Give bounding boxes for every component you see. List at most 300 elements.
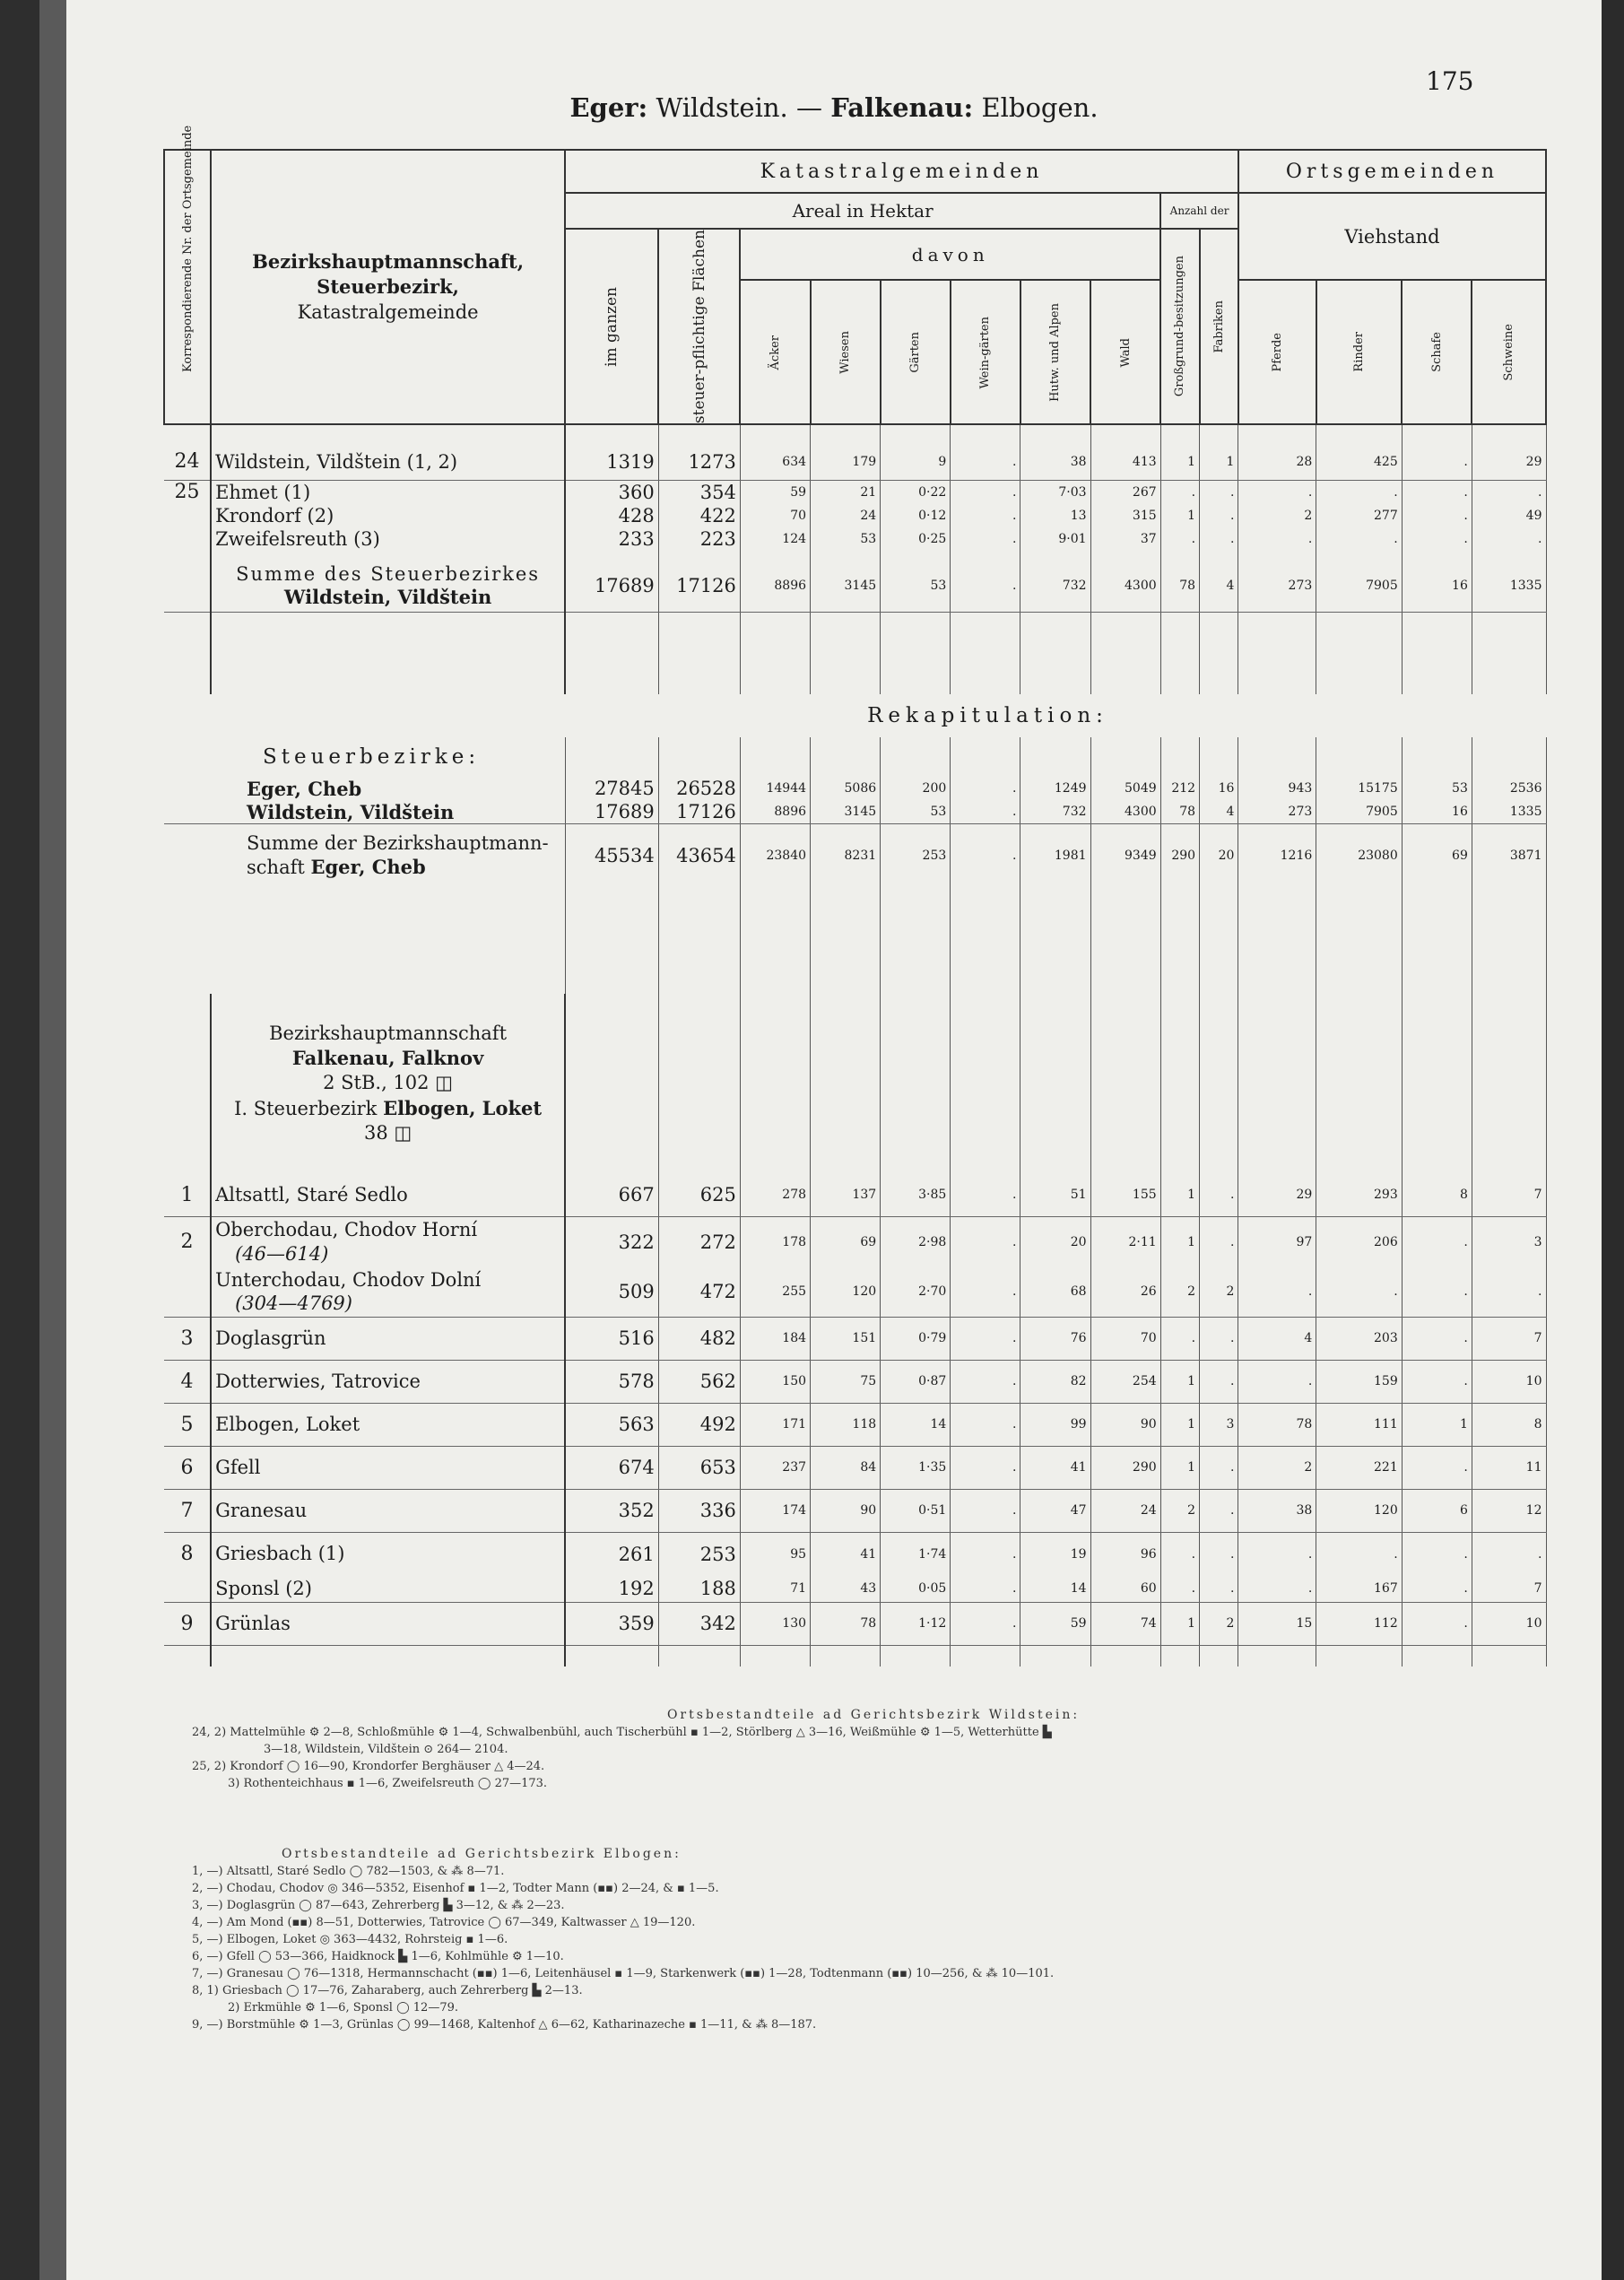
value-cell: 53: [881, 800, 951, 823]
title-part4: Elbogen.: [981, 92, 1099, 123]
empty-cell: [1090, 737, 1160, 777]
value-cell: 43: [811, 1575, 881, 1602]
value-cell: 200: [881, 777, 951, 800]
rekap-row-name: Eger, Cheb: [247, 777, 362, 800]
value-cell: 188: [658, 1575, 740, 1602]
row-number: 24: [164, 444, 211, 480]
value-cell: 41: [1020, 1446, 1090, 1489]
value-cell: .: [951, 444, 1020, 480]
empty-cell: [1090, 994, 1160, 1173]
value-cell: 28: [1238, 444, 1316, 480]
value-cell: 2: [1238, 504, 1316, 527]
row-name: [211, 444, 565, 480]
value-cell: 171: [740, 1403, 810, 1446]
row-name: [211, 612, 565, 694]
value-cell: 3·85: [881, 1173, 951, 1216]
empty-cell: [811, 737, 881, 777]
value-cell: 1: [1200, 444, 1238, 480]
empty-cell: [1160, 1645, 1199, 1666]
empty-cell: [1238, 424, 1316, 444]
value-cell: 1335: [1472, 800, 1546, 823]
value-cell: 53: [1402, 777, 1472, 800]
title-part2: Wildstein. —: [656, 92, 822, 123]
empty-cell: [565, 551, 658, 560]
value-cell: 118: [811, 1403, 881, 1446]
value-cell: 151: [811, 1317, 881, 1360]
value-cell: 2: [1200, 1266, 1238, 1317]
value-cell: .: [1200, 1173, 1238, 1216]
value-cell: .: [951, 1489, 1020, 1532]
value-cell: .: [1200, 1317, 1238, 1360]
value-cell: 237: [740, 1446, 810, 1489]
row-number: [164, 560, 211, 612]
notes-elbogen: Ortsbestandteile ad Gerichtsbezirk Elbogen: 1, —) Altsattl, Staré Sedlo ◯ 782—1503, & ⁂ 8—71. 2, —) Chodau, Chodov ◎ 346—5352, Eisenhof ▪ 1—2, Todter Mann (▪▪) 2—24, & ▪ 1—5. 3, —) Doglasgrün ◯ 87—643, Zehrerberg ▙ 3—12, & ⁂ 2—23. 4, —) Am Mond (▪▪) 8—51, Dotterwies, Tatrovice ◯ 67—349, Kaltwasser △ 19—120. 5, —) Elbogen, Loket ◎ 363—4432, Rohrsteig ▪ 1—6. 6, —) Gfell ◯ 53—366, Haidknock ▙ 1—6, Kohlmühle ⚙ 1—10. 7, —) Granesau ◯ 76—1318, Hermannschacht (▪▪) 1—6, Leitenhäusel ▪ 1—9, Starkenwerk (▪▪) 1—28, Todtenmann (▪▪) 10—256, & ⁂ 10—101. 8, 1) Griesbach ◯ 17—76, Zaharaberg, auch Zehrerberg ▙ 2—13. 2) Erkmühle ⚙ 1—6, Sponsl ◯ 12—79. 9, —) Borstmühle ⚙ 1—3, Grünlas ◯ 99—1468, Kaltenhof △ 6—62, Katharinazeche ▪ 1—11, & ⁂ 8—187.: [192, 1847, 1055, 2032]
empty-cell: [1020, 612, 1090, 694]
value-cell: 277: [1316, 504, 1402, 527]
value-cell: .: [1238, 480, 1316, 504]
header-nr: Korrespondierende Nr. der Ortsgemeinde: [164, 150, 211, 424]
value-cell: .: [951, 527, 1020, 551]
header-katastral: Katastralgemeinden: [565, 150, 1238, 193]
value-cell: .: [951, 777, 1020, 800]
row-name: Dotterwies, Tatrovice: [211, 1360, 565, 1403]
row-number: 4: [164, 1360, 211, 1403]
value-cell: 15175: [1316, 777, 1402, 800]
empty-cell: [1402, 551, 1472, 560]
header-fabriken: Fabriken: [1200, 229, 1238, 424]
value-cell: .: [1200, 1216, 1238, 1266]
value-cell: .: [1200, 504, 1238, 527]
empty-cell: [1090, 612, 1160, 694]
value-cell: 112: [1316, 1602, 1402, 1645]
empty-cell: [740, 612, 810, 694]
notes-wildstein: Ortsbestandteile ad Gerichtsbezirk Wildstein: 24, 2) Mattelmühle ⚙ 2—8, Schloßmühle ⚙ 1—4, Schwalbenbühl, auch Tischerbühl ▪ 1—2, Störlberg △ 3—16, Weißmühle ⚙ 1—5, Wetterhütte ▙ 3—18, Wildstein, Vildštein ⊙ 264— 2104. 25, 2) Krondorf ◯ 16—90, Krondorfer Berghäuser △ 4—24. 3) Rothenteichhaus ▪ 1—6, Zweifelsreuth ◯ 27—173.: [192, 1708, 1081, 1790]
empty-cell: [1200, 424, 1238, 444]
row-number: [164, 551, 211, 560]
header-anzahl: Anzahl der: [1160, 193, 1238, 229]
rekap-row-name: Wildstein, Vildštein: [164, 800, 565, 823]
value-cell: 254: [1090, 1360, 1160, 1403]
empty-cell: [1402, 612, 1472, 694]
value-cell: 16: [1402, 560, 1472, 612]
value-cell: 9: [881, 444, 951, 480]
empty-cell: [1316, 551, 1402, 560]
header-im-ganzen: im ganzen: [565, 229, 658, 424]
value-cell: 3145: [811, 560, 881, 612]
row-number: [164, 1645, 211, 1666]
value-cell: 2: [1238, 1446, 1316, 1489]
value-cell: 3871: [1472, 823, 1546, 886]
value-cell: 0·22: [881, 480, 951, 504]
value-cell: 130: [740, 1602, 810, 1645]
empty-cell: [1402, 1645, 1472, 1666]
value-cell: 155: [1090, 1173, 1160, 1216]
value-cell: 425: [1316, 444, 1402, 480]
empty-cell: [1020, 1645, 1090, 1666]
value-cell: 625: [658, 1173, 740, 1216]
empty-cell: [881, 886, 951, 994]
value-cell: .: [1402, 480, 1472, 504]
value-cell: 342: [658, 1602, 740, 1645]
header-aecker: Äcker: [740, 280, 810, 424]
empty-cell: [740, 1645, 810, 1666]
value-cell: .: [1472, 1532, 1546, 1575]
value-cell: 97: [1238, 1216, 1316, 1266]
value-cell: 8896: [740, 560, 810, 612]
row-label: Ehmet (1): [215, 481, 311, 503]
summe-label: Summe des Steuerbezirkes: [236, 562, 541, 585]
value-cell: 3: [1200, 1403, 1238, 1446]
value-cell: 2: [1160, 1266, 1199, 1317]
value-cell: 1216: [1238, 823, 1316, 886]
value-cell: 472: [658, 1266, 740, 1317]
value-cell: 29: [1238, 1173, 1316, 1216]
value-cell: 563: [565, 1403, 658, 1446]
empty-cell: [1160, 737, 1199, 777]
value-cell: 482: [658, 1317, 740, 1360]
empty-cell: [1402, 886, 1472, 994]
empty-cell: [1090, 886, 1160, 994]
header-rinder: Rinder: [1316, 280, 1402, 424]
header-ortsgemeinden: Ortsgemeinden: [1238, 150, 1546, 193]
value-cell: 413: [1090, 444, 1160, 480]
value-cell: .: [1160, 480, 1199, 504]
value-cell: 17689: [565, 560, 658, 612]
row-name: [211, 560, 565, 612]
header-wiesen: Wiesen: [811, 280, 881, 424]
value-cell: 14944: [740, 777, 810, 800]
value-cell: 2: [1200, 1602, 1238, 1645]
value-cell: 1273: [658, 444, 740, 480]
empty-cell: [565, 424, 658, 444]
value-cell: 290: [1090, 1446, 1160, 1489]
value-cell: 732: [1020, 560, 1090, 612]
header-gaerten: Gärten: [881, 280, 951, 424]
value-cell: 212: [1160, 777, 1199, 800]
value-cell: 1: [1160, 1216, 1199, 1266]
value-cell: 12: [1472, 1489, 1546, 1532]
row-label: Krondorf (2): [215, 504, 334, 526]
header-pferde: Pferde: [1238, 280, 1316, 424]
value-cell: 82: [1020, 1360, 1090, 1403]
empty-cell: [1160, 551, 1199, 560]
value-cell: 2·70: [881, 1266, 951, 1317]
row-number: 7: [164, 1489, 211, 1532]
value-cell: 20: [1020, 1216, 1090, 1266]
rekap-summe: Summe der Bezirkshauptmann- schaft Eger, Cheb: [247, 832, 549, 878]
header-grossgrund: Großgrund-besitzungen: [1160, 229, 1199, 424]
empty-cell: [658, 424, 740, 444]
page-title: [66, 92, 1602, 123]
empty-cell: [881, 424, 951, 444]
empty-cell: [951, 886, 1020, 994]
summe-district: Wildstein, Vildštein: [283, 586, 492, 609]
value-cell: 354: [658, 480, 740, 504]
header-steuerpflichtig: steuer-pflichtige Flächen: [658, 229, 740, 424]
value-cell: 667: [565, 1173, 658, 1216]
value-cell: 293: [1316, 1173, 1402, 1216]
value-cell: 8: [1472, 1403, 1546, 1446]
title-part1: Eger:: [569, 92, 648, 123]
value-cell: 267: [1090, 480, 1160, 504]
empty-cell: [951, 1645, 1020, 1666]
value-cell: 41: [811, 1532, 881, 1575]
row-number: 2: [164, 1216, 211, 1266]
value-cell: 84: [811, 1446, 881, 1489]
value-cell: 17126: [658, 800, 740, 823]
value-cell: .: [1316, 527, 1402, 551]
steuerbezirke-heading: Steuerbezirke:: [263, 745, 481, 770]
row-name: [211, 480, 565, 504]
value-cell: 16: [1200, 777, 1238, 800]
value-cell: 20: [1200, 823, 1238, 886]
value-cell: .: [951, 1575, 1020, 1602]
value-cell: .: [1402, 1216, 1472, 1266]
value-cell: 221: [1316, 1446, 1402, 1489]
empty-cell: [1200, 612, 1238, 694]
value-cell: 24: [811, 504, 881, 527]
empty-cell: [1090, 424, 1160, 444]
value-cell: .: [1238, 527, 1316, 551]
value-cell: 1·12: [881, 1602, 951, 1645]
empty-cell: [1402, 994, 1472, 1173]
value-cell: .: [1200, 1532, 1238, 1575]
title-part3: Falkenau:: [830, 92, 974, 123]
value-cell: 3145: [811, 800, 881, 823]
row-name: [211, 504, 565, 527]
value-cell: 1: [1160, 504, 1199, 527]
value-cell: 1·35: [881, 1446, 951, 1489]
value-cell: 78: [1160, 800, 1199, 823]
empty-cell: [1090, 551, 1160, 560]
value-cell: .: [1238, 1575, 1316, 1602]
row-name: Oberchodau, Chodov Horní (46—614): [211, 1216, 565, 1266]
value-cell: 7·03: [1020, 480, 1090, 504]
value-cell: 137: [811, 1173, 881, 1216]
value-cell: 1: [1160, 1360, 1199, 1403]
value-cell: 74: [1090, 1602, 1160, 1645]
value-cell: 0·05: [881, 1575, 951, 1602]
empty-cell: [565, 612, 658, 694]
row-name: [211, 551, 565, 560]
value-cell: .: [1402, 1360, 1472, 1403]
value-cell: 674: [565, 1446, 658, 1489]
value-cell: 159: [1316, 1360, 1402, 1403]
empty-cell: [951, 737, 1020, 777]
empty-cell: [740, 994, 810, 1173]
empty-cell: [1238, 551, 1316, 560]
value-cell: .: [1316, 1266, 1402, 1317]
value-cell: 51: [1020, 1173, 1090, 1216]
row-name: Granesau: [211, 1489, 565, 1532]
value-cell: 4: [1200, 560, 1238, 612]
value-cell: 14: [1020, 1575, 1090, 1602]
row-number: 1: [164, 1173, 211, 1216]
value-cell: 90: [1090, 1403, 1160, 1446]
value-cell: 315: [1090, 504, 1160, 527]
empty-cell: [1020, 886, 1090, 994]
value-cell: 60: [1090, 1575, 1160, 1602]
value-cell: 4300: [1090, 560, 1160, 612]
row-number: 5: [164, 1403, 211, 1446]
value-cell: 68: [1020, 1266, 1090, 1317]
header-areal: Areal in Hektar: [565, 193, 1160, 229]
value-cell: 19: [1020, 1532, 1090, 1575]
row-name: [211, 527, 565, 551]
empty-cell: [1316, 737, 1402, 777]
value-cell: .: [1402, 1575, 1472, 1602]
row-number: [164, 504, 211, 527]
value-cell: 96: [1090, 1532, 1160, 1575]
value-cell: .: [951, 1602, 1020, 1645]
empty-cell: [1238, 886, 1316, 994]
value-cell: 13: [1020, 504, 1090, 527]
empty-cell: [1238, 612, 1316, 694]
value-cell: 2·11: [1090, 1216, 1160, 1266]
header-weingaerten: Wein-gärten: [951, 280, 1020, 424]
empty-cell: [1200, 737, 1238, 777]
row-name: Unterchodau, Chodov Dolní (304—4769): [211, 1266, 565, 1317]
row-label: Wildstein, Vildštein (1, 2): [215, 450, 458, 473]
empty-cell: [1160, 612, 1199, 694]
value-cell: 273: [1238, 800, 1316, 823]
value-cell: 360: [565, 480, 658, 504]
value-cell: 78: [811, 1602, 881, 1645]
value-cell: 9349: [1090, 823, 1160, 886]
value-cell: .: [1160, 527, 1199, 551]
value-cell: 278: [740, 1173, 810, 1216]
rekapitulation-title: Rekapitulation:: [867, 704, 1108, 728]
value-cell: 428: [565, 504, 658, 527]
value-cell: 1249: [1020, 777, 1090, 800]
value-cell: 578: [565, 1360, 658, 1403]
value-cell: .: [1472, 480, 1546, 504]
value-cell: 174: [740, 1489, 810, 1532]
value-cell: 261: [565, 1532, 658, 1575]
value-cell: 49: [1472, 504, 1546, 527]
value-cell: 184: [740, 1317, 810, 1360]
value-cell: .: [1160, 1532, 1199, 1575]
value-cell: .: [1402, 504, 1472, 527]
value-cell: 422: [658, 504, 740, 527]
value-cell: 0·79: [881, 1317, 951, 1360]
value-cell: 24: [1090, 1489, 1160, 1532]
value-cell: 6: [1402, 1489, 1472, 1532]
empty-cell: [1020, 737, 1090, 777]
value-cell: 69: [1402, 823, 1472, 886]
value-cell: 75: [811, 1360, 881, 1403]
value-cell: 124: [740, 527, 810, 551]
value-cell: 27845: [565, 777, 658, 800]
value-cell: .: [951, 504, 1020, 527]
row-label: Zweifelsreuth (3): [215, 528, 380, 551]
value-cell: 179: [811, 444, 881, 480]
empty-cell: [740, 886, 810, 994]
value-cell: 290: [1160, 823, 1199, 886]
value-cell: 8: [1402, 1173, 1472, 1216]
value-cell: 167: [1316, 1575, 1402, 1602]
value-cell: 492: [658, 1403, 740, 1446]
value-cell: 1: [1160, 1173, 1199, 1216]
value-cell: 1: [1402, 1403, 1472, 1446]
empty-cell: [1316, 612, 1402, 694]
value-cell: 1: [1160, 1446, 1199, 1489]
value-cell: 3: [1472, 1216, 1546, 1266]
empty-cell: [1200, 994, 1238, 1173]
value-cell: .: [1402, 1446, 1472, 1489]
row-name: Sponsl (2): [211, 1575, 565, 1602]
value-cell: 223: [658, 527, 740, 551]
empty-cell: [1316, 1645, 1402, 1666]
row-name: Gfell: [211, 1446, 565, 1489]
value-cell: .: [1200, 1575, 1238, 1602]
empty-cell: [1160, 424, 1199, 444]
value-cell: 0·25: [881, 527, 951, 551]
value-cell: 99: [1020, 1403, 1090, 1446]
empty-cell: [811, 994, 881, 1173]
value-cell: 1: [1160, 1403, 1199, 1446]
empty-cell: [1472, 551, 1546, 560]
row-name: Bezirkshauptmannschaft Falkenau, Falknov 2 StB., 102 ◫ I. Steuerbezirk Elbogen, Loket 38 ◫: [211, 994, 565, 1173]
value-cell: 26528: [658, 777, 740, 800]
empty-cell: [1316, 886, 1402, 994]
value-cell: 7: [1472, 1317, 1546, 1360]
header-hutweiden: Hutw. und Alpen: [1020, 280, 1090, 424]
empty-cell: [1472, 994, 1546, 1173]
empty-cell: [881, 551, 951, 560]
value-cell: 38: [1020, 444, 1090, 480]
header-schweine: Schweine: [1472, 280, 1546, 424]
header-name: Bezirkshauptmannschaft, Steuerbezirk, Katastralgemeinde: [211, 150, 565, 424]
empty-cell: [1472, 424, 1546, 444]
row-name: Elbogen, Loket: [211, 1403, 565, 1446]
empty-cell: [881, 737, 951, 777]
empty-cell: [658, 886, 740, 994]
row-number: 3: [164, 1317, 211, 1360]
empty-cell: [951, 551, 1020, 560]
value-cell: 71: [740, 1575, 810, 1602]
value-cell: 45534: [565, 823, 658, 886]
empty-cell: [1238, 994, 1316, 1173]
value-cell: 943: [1238, 777, 1316, 800]
value-cell: 8231: [811, 823, 881, 886]
value-cell: 2536: [1472, 777, 1546, 800]
value-cell: 1: [1160, 444, 1199, 480]
value-cell: .: [1402, 1317, 1472, 1360]
value-cell: 26: [1090, 1266, 1160, 1317]
header-viehstand: Viehstand: [1238, 193, 1546, 280]
value-cell: 23080: [1316, 823, 1402, 886]
value-cell: 16: [1402, 800, 1472, 823]
value-cell: 509: [565, 1266, 658, 1317]
value-cell: 253: [658, 1532, 740, 1575]
empty-cell: [1200, 886, 1238, 994]
value-cell: 336: [658, 1489, 740, 1532]
empty-cell: [658, 612, 740, 694]
value-cell: 78: [1160, 560, 1199, 612]
empty-cell: [1238, 1645, 1316, 1666]
empty-cell: [658, 1645, 740, 1666]
value-cell: .: [1200, 480, 1238, 504]
value-cell: .: [1238, 1266, 1316, 1317]
empty-cell: [1090, 1645, 1160, 1666]
value-cell: 7905: [1316, 560, 1402, 612]
value-cell: 59: [1020, 1602, 1090, 1645]
value-cell: 4300: [1090, 800, 1160, 823]
value-cell: 21: [811, 480, 881, 504]
empty-cell: [658, 551, 740, 560]
value-cell: 653: [658, 1446, 740, 1489]
